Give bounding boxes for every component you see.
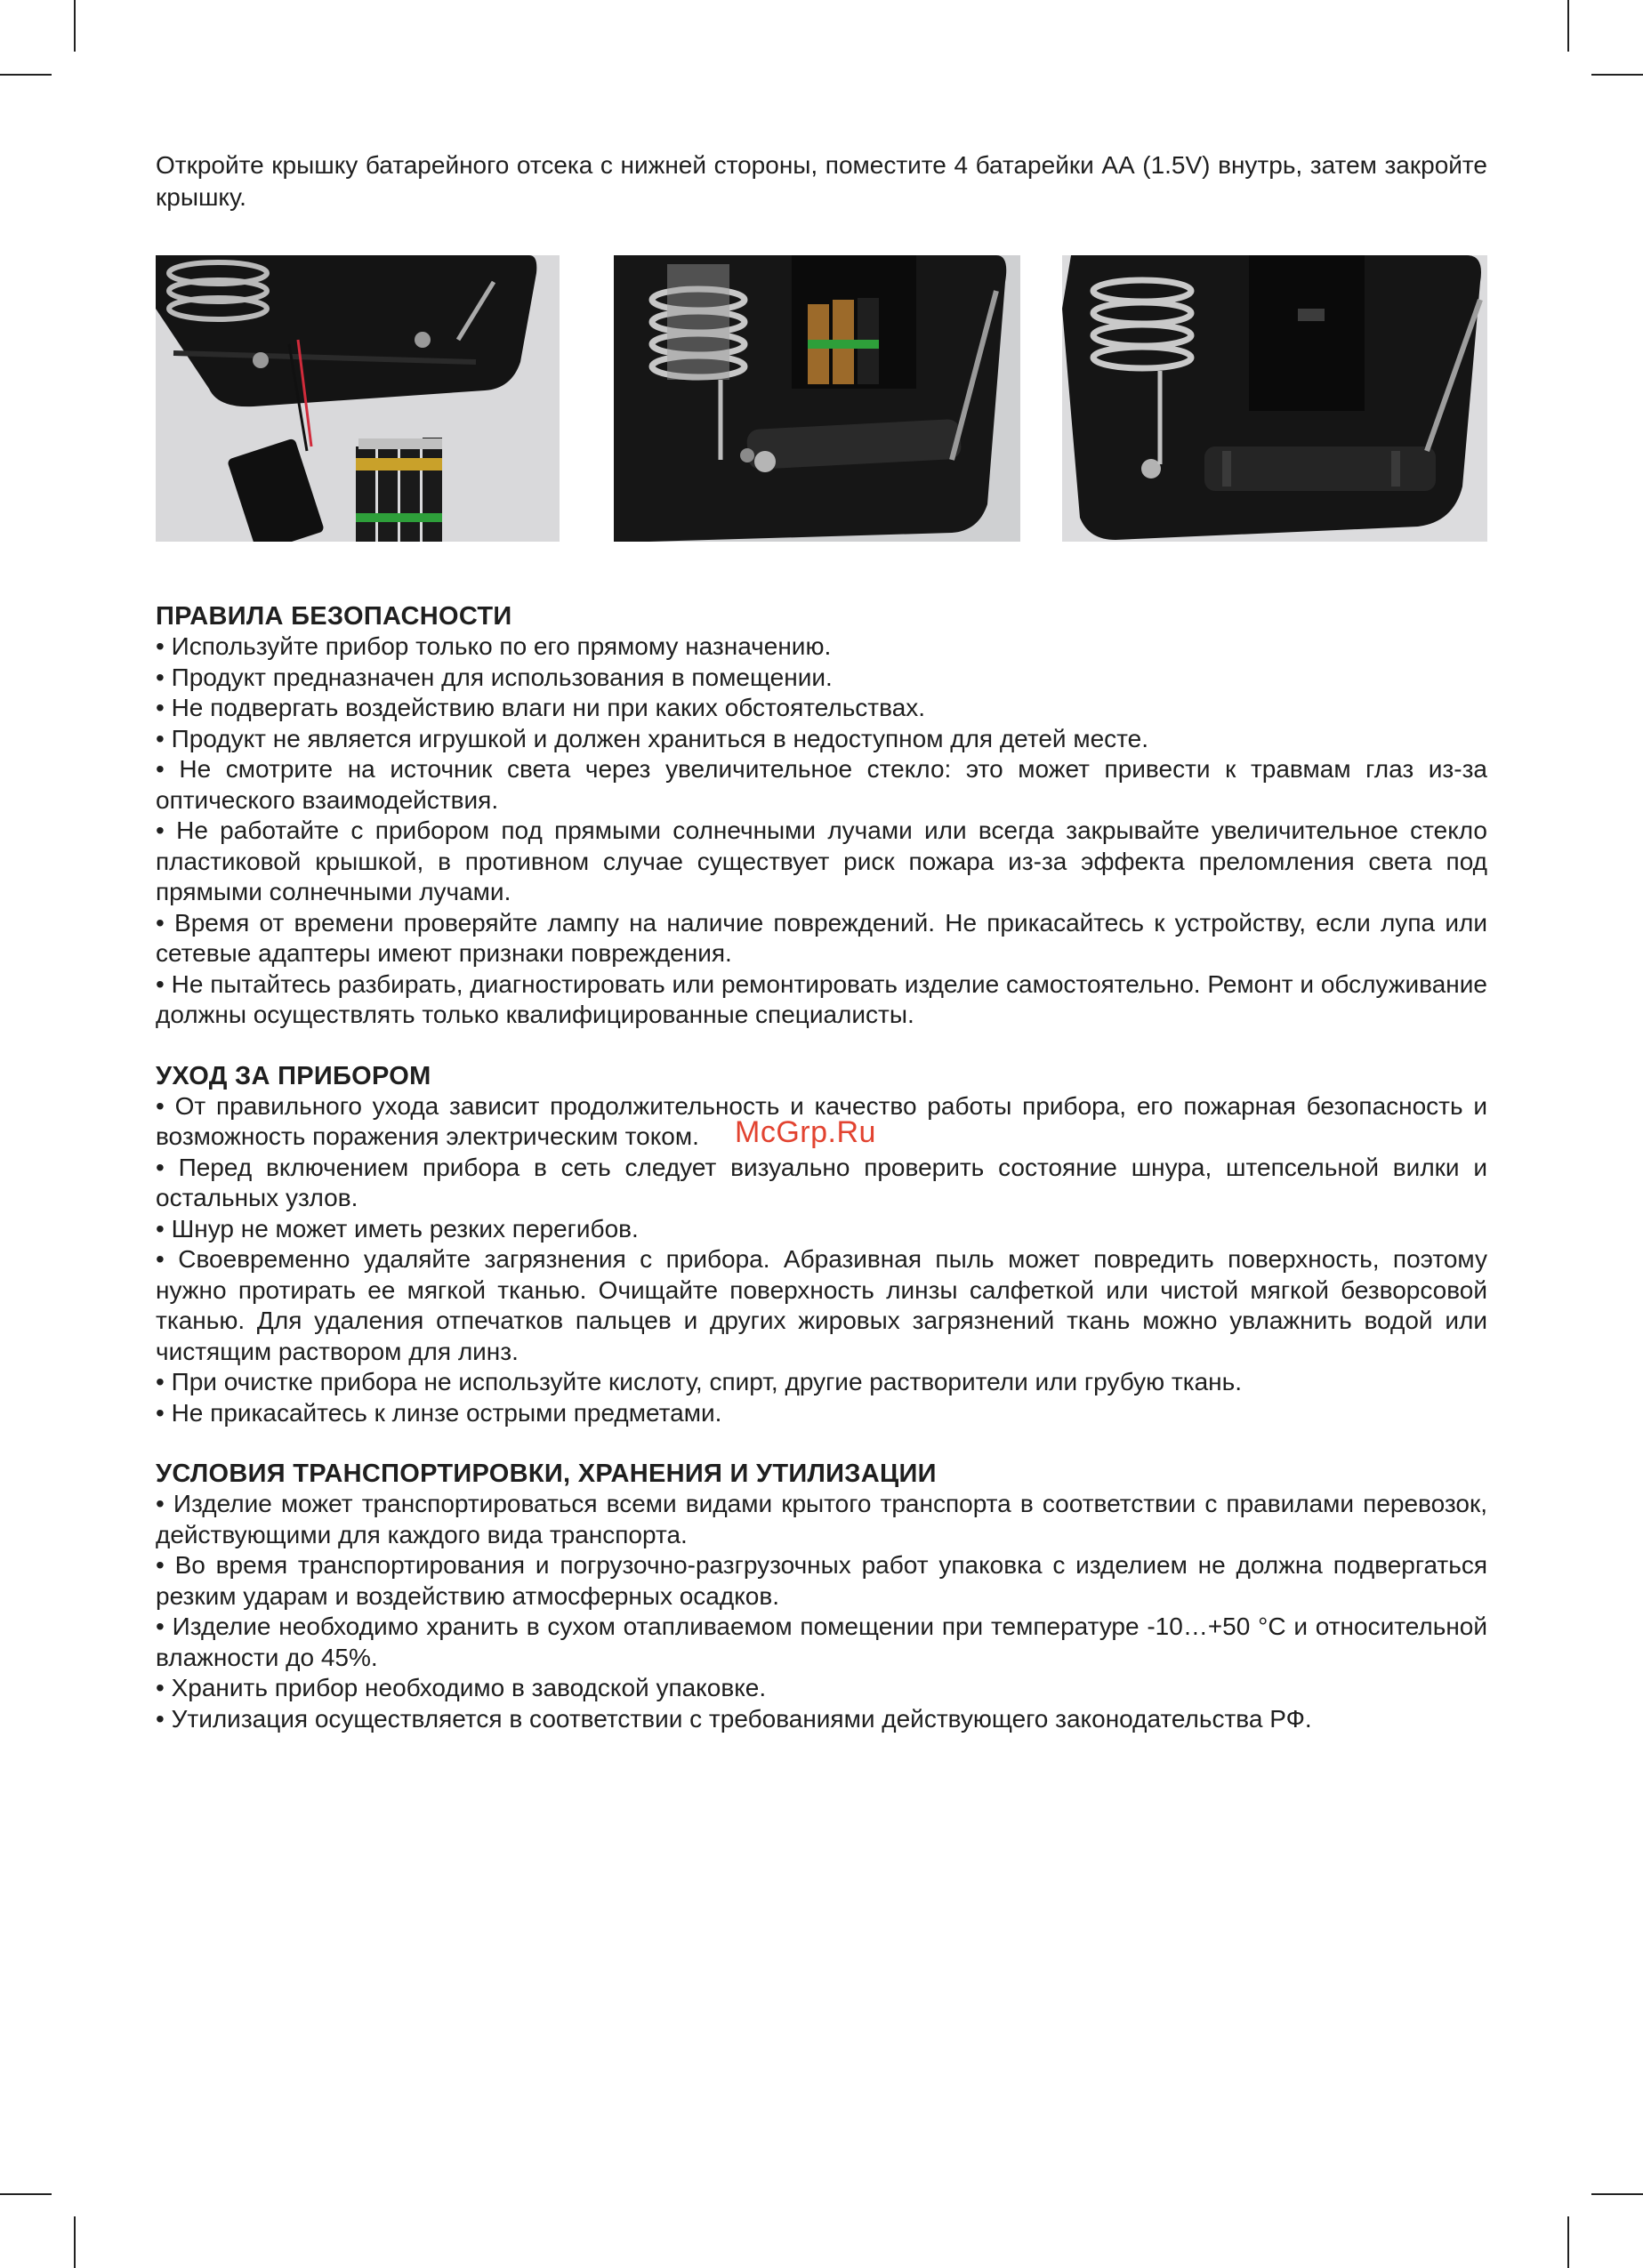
intro-block: [156, 149, 1487, 213]
list-item: • Не работайте с прибором под прямыми солнечными лучами или всегда закрывайте увеличительное стекло пластиковой крышкой, в противном случае существует риск пожара из-за эффекта преломления света под прямыми солнечными лучами.: [156, 816, 1487, 905]
intro-text: Откройте крышку батарейного отсека с нижней стороны, поместите 4 батарейки АА (1.5V) внутрь, затем закройте крышку.: [156, 151, 1487, 211]
crop-mark-bottom-left: [74, 2216, 76, 2268]
care-heading: УХОД ЗА ПРИБОРОМ: [156, 1061, 431, 1090]
content-sections: [156, 601, 1487, 1765]
list-item: • Не прикасайтесь к линзе острыми предметами.: [156, 1398, 722, 1427]
crop-mark-top-right: [1567, 0, 1569, 52]
crop-mark-bottom-right: [1567, 2216, 1569, 2268]
transport-section: [156, 1459, 1487, 1734]
safety-heading: ПРАВИЛА БЕЗОПАСНОСТИ: [156, 602, 512, 631]
watermark: McGrp.Ru: [735, 1115, 876, 1149]
list-item: • Хранить прибор необходимо в заводской упаковке.: [156, 1674, 767, 1701]
list-item: • Не смотрите на источник света через увеличительное стекло: это может привести к травмам глаз из-за оптического взаимодействия.: [156, 755, 1487, 814]
transport-heading: УСЛОВИЯ ТРАНСПОРТИРОВКИ, ХРАНЕНИЯ И УТИЛИЗАЦИИ: [156, 1460, 937, 1488]
list-item: • Своевременно удаляйте загрязнения с прибора. Абразивная пыль может повредить поверхность, поэтому нужно протирать ее мягкой тканью. Очищайте поверхность линзы салфеткой или чистой мягкой безворсовой тканью. Для удаления отпечатков пальцев и других жировых загрязнений ткань можно увлажнить водой или чистящим раствором для линз.: [156, 1245, 1487, 1365]
crop-mark-right-bottom: [1591, 2193, 1643, 2195]
list-item: • Продукт не является игрушкой и должен храниться в недоступном для детей месте.: [156, 724, 1149, 752]
list-item: • Шнур не может иметь резких перегибов.: [156, 1214, 639, 1243]
list-item: • Не подвергать воздействию влаги ни при каких обстоятельствах.: [156, 694, 926, 721]
photo-row: [156, 255, 1487, 542]
crop-mark-top-left: [74, 0, 76, 52]
list-item: • Изделие необходимо хранить в сухом отапливаемом помещении при температуре -10…+50 °С и относительной влажности до 45%.: [156, 1613, 1487, 1671]
list-item: • От правильного ухода зависит продолжительность и качество работы прибора, его пожарная безопасность и возможность поражения электрическим током.: [156, 1091, 1487, 1150]
open-battery-compartment-photo: [156, 255, 560, 542]
list-item: • Не пытайтесь разбирать, диагностировать или ремонтировать изделие самостоятельно. Ремонт и обслуживание должны осуществлять только квалифицированные специалисты.: [156, 969, 1487, 1028]
batteries-inserted-photo: [614, 255, 1020, 542]
list-item: • Используйте прибор только по его прямому назначению.: [156, 632, 832, 660]
cover-closed-photo: [1062, 255, 1487, 542]
crop-mark-right-top: [1591, 74, 1643, 76]
list-item: • Утилизация осуществляется в соответствии с требованиями действующего законодательства РФ.: [156, 1704, 1312, 1733]
safety-section: [156, 601, 1487, 1031]
list-item: • Перед включением прибора в сеть следует визуально проверить состояние шнура, штепсельной вилки и остальных узлов.: [156, 1153, 1487, 1211]
list-item: • Во время транспортирования и погрузочно-разгрузочных работ упаковка с изделием не должна подвергаться резким ударам и воздействию атмосферных осадков.: [156, 1551, 1487, 1610]
list-item: • Продукт предназначен для использования в помещении.: [156, 663, 833, 691]
crop-mark-left-top: [0, 74, 52, 76]
list-item: • Время от времени проверяйте лампу на наличие повреждений. Не прикасайтесь к устройству, если лупа или сетевые адаптеры имеют признаки повреждения.: [156, 908, 1487, 967]
list-item: • При очистке прибора не используйте кислоту, спирт, другие растворители или грубую ткань.: [156, 1368, 1242, 1395]
list-item: • Изделие может транспортироваться всеми видами крытого транспорта в соответствии с правилами перевозок, действующими для каждого вида транспорта.: [156, 1490, 1487, 1548]
crop-mark-left-bottom: [0, 2193, 52, 2195]
